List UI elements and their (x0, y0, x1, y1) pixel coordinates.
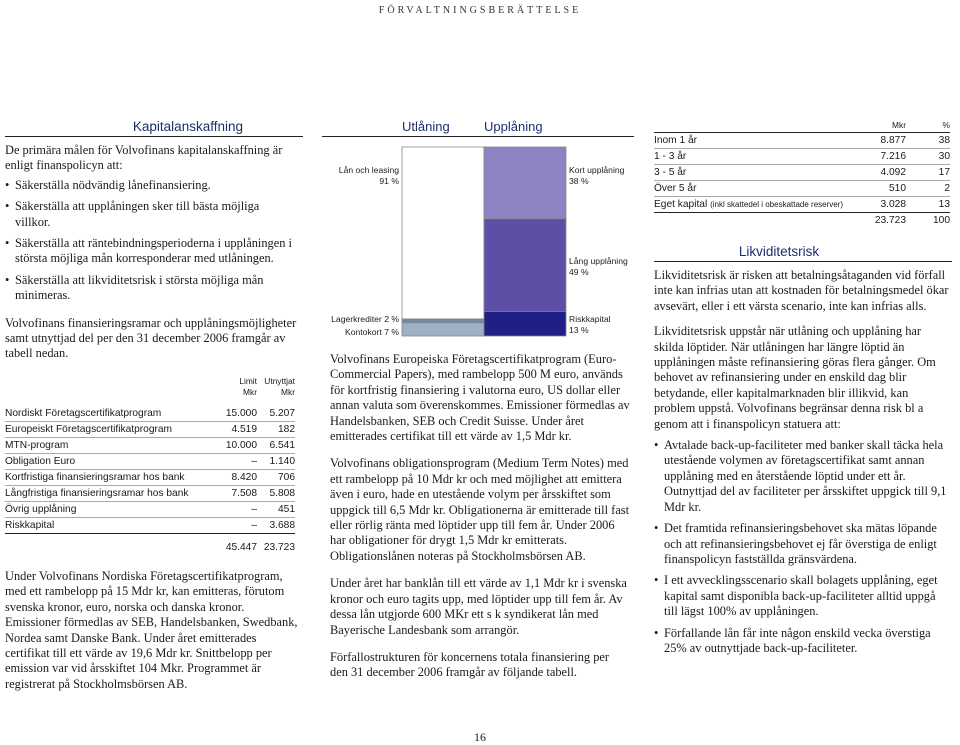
row-used: 3.688 (269, 519, 295, 531)
col-limit: Limit (239, 375, 257, 386)
column-chart (322, 117, 636, 347)
bar-segment-lagerkrediter (402, 319, 484, 323)
chart-title-utlaning: Utlåning (402, 119, 450, 134)
row-name: Riskkapital (5, 519, 55, 531)
maturity-table (654, 117, 950, 228)
banklan-text: Under året har banklån till ett värde av 1,1 Mdr kr i svenska kronor och euro tagits upp, med löptider upp till fem år. Av dessa lån utgjorde 600 MKr ett s k syndikerat lån med Bayerische Landesbank som arrangör. (330, 576, 627, 637)
row-name: Inom 1 år (654, 135, 698, 146)
mtn-text: Volvofinans obligationsprogram (Medium Term Notes) med ett rambelopp på 10 Mdr kr och med möjlighet att emittera även i euro, hade en utestående volym per årsskiftet som uppgick till 6,5 Mdr kr. Obligationerna är emitterade till fast eller rörlig ränta med löptider upp till fem år. Under 2006 har obligationer för drygt 1,5 Mdr kr emitterats. Obligationslånen noteras på Stockholmsbörsen AB. (330, 456, 630, 563)
row-pct: 13 (938, 199, 950, 210)
label-kort-upplaning: Kort upplåning 38 % (569, 165, 625, 186)
row-mkr: 3.028 (880, 199, 906, 210)
table-row (5, 518, 295, 533)
col-used: Utnyttjat (264, 375, 295, 386)
row-name: Över 5 år (654, 183, 697, 194)
bar-segment-kort-upplåning (484, 147, 566, 219)
row-mkr: 7.216 (880, 151, 906, 162)
nordic-program-text: Under Volvofinans Nordiska Företagscertifikatprogram, med ett rambelopp på 15 Mdr kr, kan emitteras, förutom svenska kronor, euro, norska och danska kronor. Emissioner förmedlas av SEB, Handelsbanken, Swedbank, Nordea samt Danske Bank. Under året emitterades certifikat till ett värde av 19,6 Mdr kr. Snittbelopp per emission var vid årsskiftet 104 Mkr. Programmet är registrerat på Stockholmsbörsen AB. (5, 568, 298, 691)
col-used-unit: Mkr (281, 386, 295, 397)
row-mkr: 8.877 (880, 135, 906, 146)
list-item: • Avtalade back-up-faciliteter med banker skall täcka hela utestående volymen av företagscertifikat samt annan upplåning med en återstående löptid under ett år. Outnyttjad del av faciliteter per årsskiftet uppgick till 9,1 Mdr kr. (654, 438, 952, 515)
row-pct: 30 (938, 151, 950, 162)
total-pct: 100 (933, 215, 950, 226)
label-riskkapital: Riskkapital 13 % (569, 314, 611, 335)
section-heading-likviditetsrisk: Likviditetsrisk (738, 244, 820, 259)
list-item: • Säkerställa att upplåningen sker till bästa möjliga villkor. (5, 199, 295, 230)
row-limit: 10.000 (225, 439, 257, 451)
likviditetsrisk-definition: Likviditetsrisk är risken att betalningsåtaganden vid förfall inte kan infrias utan att kostnaden för betalningsmedel ökar avsevärt, eller i ett värsta scenario, inte kan infrias alls. (654, 268, 949, 313)
list-item: • I ett avvecklingsscenario skall bolagets upplåning, eget kapital samt disponibla back-up-faciliteter alltid uppgå till lägst 100% av upplåningen. (654, 573, 952, 619)
list-item: • Säkerställa att räntebindningsperioderna i upplåningen i största möjliga mån korresponderar med utlåningen. (5, 236, 295, 267)
row-limit: 4.519 (231, 423, 257, 435)
goals-list (5, 178, 295, 304)
label-lagerkrediter: Lagerkrediter 2 % (331, 314, 399, 324)
column-programs (330, 352, 635, 681)
row-limit: – (251, 455, 257, 467)
table-row (654, 133, 950, 148)
table-header-row (654, 117, 950, 132)
column-likviditet (654, 117, 954, 656)
row-note: (inkl skattedel i obeskattade reserver) (710, 200, 844, 209)
row-mkr: 510 (889, 183, 906, 194)
table-total-row (5, 540, 295, 555)
row-used: 6.541 (269, 439, 295, 451)
row-pct: 38 (938, 135, 950, 146)
stacked-bar-chart (322, 117, 634, 347)
table-row (5, 406, 295, 421)
row-pct: 17 (938, 167, 950, 178)
row-name: 3 - 5 år (654, 167, 687, 178)
row-name: Europeiskt Företagscertifikatprogram (5, 423, 173, 435)
row-name: 1 - 3 år (654, 151, 687, 162)
col-limit-unit: Mkr (243, 386, 257, 397)
section-heading-kapitalanskaffning: Kapitalanskaffning (132, 119, 243, 134)
row-name: Nordiskt Företagscertifikatprogram (5, 407, 162, 419)
col-mkr: Mkr (892, 119, 906, 130)
column-kapitalanskaffning (5, 119, 303, 692)
financing-table (5, 376, 295, 555)
page-header: FÖRVALTNINGSBERÄTTELSE (378, 5, 582, 16)
table-row (5, 486, 295, 501)
total-mkr: 23.723 (874, 215, 906, 226)
likviditetsrisk-text: Likviditetsrisk uppstår när utlåning och upplåning har skilda löptider. När utlåningen har längre löptid än upplåningen måste refinansiering göras flera gånger. Om behovet av refinansiering under en enskild dag blir betydande, eller kapitalmarknaden blir illikvid, kan problem uppstå. Volvofinans begränsar denna risk bl a genom att i finanspolicyn statuera att: (654, 324, 936, 431)
row-limit: 7.508 (231, 487, 257, 499)
page-number: 16 (474, 730, 486, 744)
table-row (654, 197, 950, 212)
bar-segment-lång-upplåning (484, 219, 566, 312)
list-item: • Säkerställa att likviditetsrisk i största möjliga mån minimeras. (5, 273, 295, 304)
row-name: Eget kapital (inkl skattedel i obeskattade reserver) (654, 199, 844, 210)
row-limit: 15.000 (225, 407, 257, 419)
row-name: Obligation Euro (5, 455, 76, 467)
intro-text: De primära målen för Volvofinans kapitalanskaffning är enligt finanspolicyn att: (5, 143, 283, 173)
row-used: 451 (278, 503, 295, 515)
table-total-row (654, 213, 950, 228)
row-used: 182 (278, 423, 295, 435)
forfallostruktur-text: Förfallostrukturen för koncernens totala finansiering per den 31 december 2006 framgår av följande tabell. (330, 649, 610, 680)
row-limit: 8.420 (231, 471, 257, 483)
row-name: Kortfristiga finansieringsramar hos bank (5, 471, 185, 483)
ecp-text: Volvofinans Europeiska Företagscertifikatprogram (Euro-Commercial Papers), med rambelopp 500 M euro, används för kortfristig finansiering i valutorna euro, US dollar eller annan valuta som överenskommes. Emissioner förmedlas av Handelsbanken, SEB och Credit Suisse. Under året emitterades certifikat till ett värde av 1,5 Mdr kr. (330, 352, 630, 444)
row-used: 706 (278, 471, 295, 483)
heading-rule (5, 136, 303, 137)
chart-title-upplaning: Upplåning (484, 119, 543, 134)
table-row (5, 454, 295, 469)
table-header-row (5, 376, 295, 400)
label-kontokort: Kontokort 7 % (345, 327, 399, 337)
row-used: 5.207 (269, 407, 295, 419)
row-limit: – (251, 519, 257, 531)
bar-segment-kontokort (402, 323, 484, 336)
row-pct: 2 (944, 183, 950, 194)
table-row (5, 422, 295, 437)
row-used: 5.808 (269, 487, 295, 499)
table-row (5, 438, 295, 453)
row-name: Långfristiga finansieringsramar hos bank (5, 487, 189, 499)
framework-text: Volvofinans finansieringsramar och upplåningsmöjligheter samt utnyttjad del per den 31 december 2006 framgår av tabell nedan. (5, 315, 297, 361)
col-pct: % (942, 119, 950, 130)
list-item: • Det framtida refinansieringsbehovet ska mätas löpande och att refinansieringsbehovet ej får överstiga de enligt finanspolicyn fastställda gränsvärdena. (654, 521, 952, 567)
list-item: • Förfallande lån får inte någon enskild vecka överstiga 25% av outnyttjade back-up-faciliteter. (654, 626, 952, 657)
row-mkr: 4.092 (880, 167, 906, 178)
table-row (654, 165, 950, 180)
table-row (5, 470, 295, 485)
row-name: Övrig upplåning (5, 503, 77, 515)
heading-rule (654, 261, 952, 262)
total-limit: 45.447 (225, 541, 257, 553)
table-row (654, 181, 950, 196)
row-limit: – (251, 503, 257, 515)
row-used: 1.140 (269, 455, 295, 467)
policy-list (654, 438, 952, 656)
total-used: 23.723 (263, 541, 295, 553)
list-item: • Säkerställa nödvändig lånefinansiering. (5, 178, 295, 193)
row-name: MTN-program (5, 439, 69, 451)
label-lan-leasing: Lån och leasing 91 % (338, 165, 399, 186)
label-lang-upplaning: Lång upplåning 49 % (569, 256, 628, 277)
bar-segment-lån-och-leasing (402, 147, 484, 319)
bar-segment-riskkapital (484, 311, 566, 336)
table-row (654, 149, 950, 164)
table-row (5, 502, 295, 517)
